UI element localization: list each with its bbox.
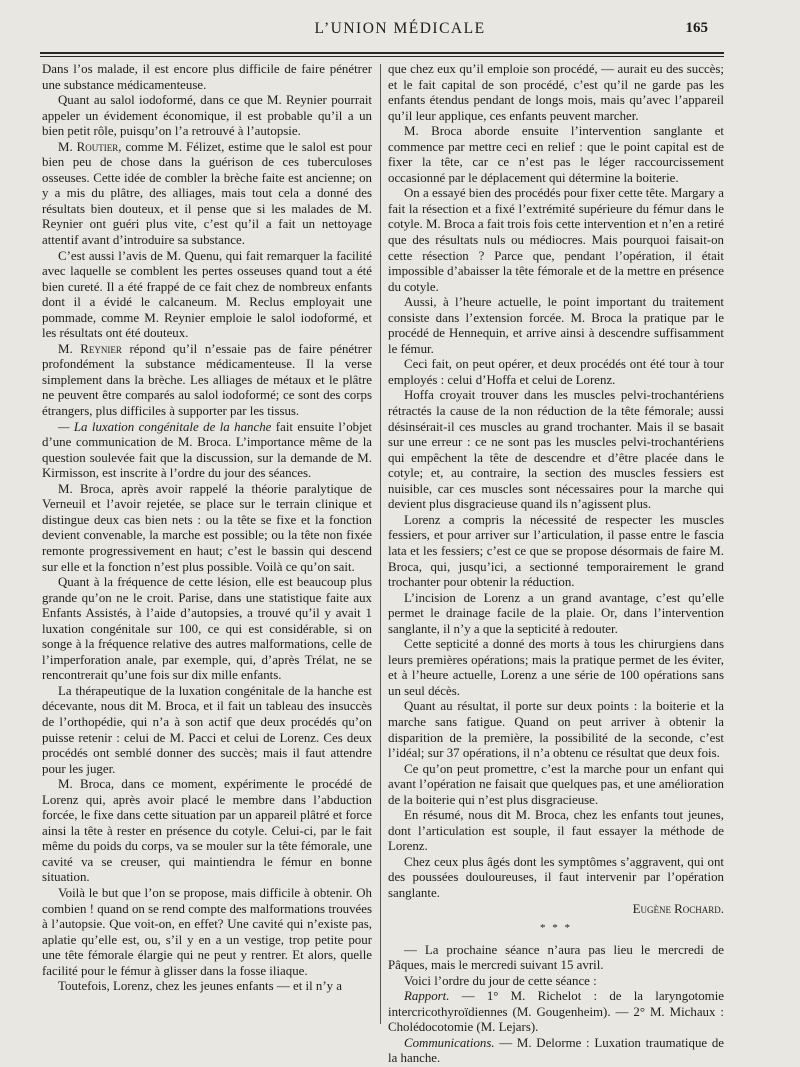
paragraph-text: fait ensuite l’objet d’une communication de M. Broca. L’importance même de la question soulevée fait que la discussion, sur la demande de M. Kirmisson, est inscrite à l’ordre du jour des séances. xyxy=(42,419,372,481)
right-column xyxy=(388,62,724,1067)
italic-heading: Rapport. xyxy=(404,989,450,1004)
paragraph-text: En résumé, nous dit M. Broca, chez les enfants tout jeunes, dont l’articulation est souple, il faut essayer la méthode de Lorenz. xyxy=(388,808,724,854)
paragraph-text: Lorenz a compris la nécessité de respecter les muscles fessiers, et pour arriver sur l’articulation, il passe entre le fascia lata et les fessiers; c’est ce que se propose désormais de faire M. Broca, qui, jusqu’ici, a sectionné temporairement le grand trochanter pour obtenir la réduction. xyxy=(388,512,724,590)
paragraph xyxy=(388,974,724,990)
paragraph xyxy=(388,808,724,855)
paragraph xyxy=(388,699,724,761)
paragraph xyxy=(388,591,724,638)
paragraph xyxy=(42,249,372,342)
paragraph xyxy=(42,482,372,575)
running-head xyxy=(0,20,800,42)
paragraph xyxy=(388,855,724,917)
paragraph xyxy=(42,575,372,684)
paragraph xyxy=(388,186,724,295)
paragraph-text: L’incision de Lorenz a un grand avantage, c’est qu’elle permet le drainage facile de la plaie. Or, dans l’intervention sanglante, il n’y a que la septicité à redouter. xyxy=(388,590,724,636)
paragraph xyxy=(42,979,372,995)
paragraph xyxy=(388,762,724,809)
paragraph-text: Aussi, à l’heure actuelle, le point important du traitement consiste dans l’extension forcée. M. Broca la pratique par le procédé de Hennequin, et arrive ainsi à descendre suffisamment le fémur. xyxy=(388,295,724,356)
paragraph xyxy=(388,513,724,591)
journal-title: L’UNION MÉDICALE xyxy=(314,20,486,37)
paragraph-text: Voici l’ordre du jour de cette séance : xyxy=(404,973,597,988)
section-stars: * * * xyxy=(540,922,572,935)
paragraph-text: Ce qu’on peut promettre, c’est la marche pour un enfant qui avant l’opération ne faisait que quelques pas, et une amélioration de la boiterie qui n’est plus disgracieuse. xyxy=(388,761,724,807)
paragraph-text: Ceci fait, on peut opérer, et deux procédés ont été tour à tour employés : celui d’Hoffa et celui de Lorenz. xyxy=(388,357,724,387)
paragraph-text: Chez ceux plus âgés dont les symptômes s’aggravent, qui ont des poussées douloureuses, il faut intervenir par l’opération sanglante. xyxy=(388,854,724,900)
paragraph xyxy=(388,295,724,357)
speaker-name: M. Reynier xyxy=(58,341,122,356)
italic-heading: Communications. xyxy=(404,1035,495,1050)
left-column xyxy=(42,62,372,995)
paragraph xyxy=(388,124,724,186)
paragraph-text: que chez eux qu’il emploie son procédé, — aurait eu des succès; et le fait capital de son procédé, c’est qu’il ne garde pas les enfants étendus pendant de longs mois, mais qu’avec l’appareil qu’il leur applique, ces enfants peuvent marcher. xyxy=(388,62,724,123)
paragraph xyxy=(42,140,372,249)
paragraph xyxy=(388,637,724,699)
paragraph-text: répond qu’il n’essaie pas de faire pénétrer profondément la substance médicamenteuse. Il la verse simplement dans la brèche. Les alliages de métaux et le plâtre ne peuvent être comparés au salol iodoformé; ce sont des corps étrangers, plus difficiles à supporter par les tissus. xyxy=(42,341,372,419)
paragraph-text: — 1° M. Richelot : de la laryngotomie intercricothyroïdiennes (M. Gougenheim). — 2° M. Michaux : Cholédocotomie (M. Lejars). xyxy=(388,989,724,1035)
paragraph xyxy=(42,684,372,777)
header-rule-thin xyxy=(40,56,724,57)
paragraph-text: La thérapeutique de la luxation congénitale de la hanche est décevante, nous dit M. Broca, et il fait un tableau des insuccès de l’orthopédie, qui n’a à son actif que deux procédés qu’on puisse retenir : celui de M. Pacci et celui de Lorenz. Ces deux procédés ont semblé donner des succès; mais il faut attendre pour les juger. xyxy=(42,683,372,776)
paragraph-text: On a essayé bien des procédés pour fixer cette tête. Margary a fait la résection et a fixé l’extrémité supérieure du fémur dans le cotyle. M. Broca a fait trois fois cette intervention et n’en a retiré que des résultats nuls ou médiocres. Mais pourquoi faisait-on cette résection ? Parce que, pendant l’opération, il était impossible d’abaisser la tête fémorale et de la mettre en présence du cotyle. xyxy=(388,186,724,294)
paragraph xyxy=(388,357,724,388)
paragraph xyxy=(388,989,724,1036)
paragraph-text: C’est aussi l’avis de M. Quenu, qui fait remarquer la facilité avec laquelle se comblent les pertes osseuses quand tout a été bien cureté. Il a été frappé de ce fait chez de nombreux enfants dont il a évidé le calcaneum. M. Reclus employait une pommade, comme M. Reynier emploie le salol iodoformé, et les résultats ont été douteux. xyxy=(42,248,372,341)
paragraph-text: Quant au résultat, il porte sur deux points : la boiterie et la marche sans fatigue. Quand on peut arriver à obtenir la disparition de la première, la possibilité de la seconde, c’est l’idéal; sur 37 opérations, il n’a obtenu ce résultat que deux fois. xyxy=(388,699,724,761)
paragraph xyxy=(388,388,724,512)
paragraph-text: Toutefois, Lorenz, chez les jeunes enfants — et il n’y a xyxy=(58,979,343,994)
paragraph-text: M. Broca, après avoir rappelé la théorie paralytique de Verneuil et l’avoir rejetée, se place sur le terrain clinique et distingue deux cas bien nets : ou la tête se fixe et la fonction devient convenable, la marche est possible; ou la tête non fixée remonte progressivement en haut; c’est le bassin qui descend sur elle et la fonction n’est plus possible. Voilà ce qu’on sait. xyxy=(42,481,372,574)
header-rule xyxy=(40,52,724,54)
paragraph-text: M. Broca, dans ce moment, expérimente le procédé de Lorenz qui, après avoir placé le membre dans l’abduction forcée, le fixe dans cette situation par un appareil plâtré et force ainsi la tête à rester en présence du cotyle. Celui-ci, par le fait même du poids du corps, va se mouler sur la tête fémorale, une cavité va se creuser, qui maintiendra le fémur en bonne situation. xyxy=(42,777,372,885)
italic-heading: — La luxation congénitale de la hanche xyxy=(58,419,272,434)
column-separator xyxy=(380,64,381,1024)
paragraph-text: Cette septicité a donné des morts à tous les chirurgiens dans leurs premières opérations; mais la pratique permet de les éviter, et à l’heure actuelle, Lorenz a une série de 100 opérations sans un seul décès. xyxy=(388,637,724,698)
page-number: 165 xyxy=(685,20,708,36)
paragraph xyxy=(388,1036,724,1067)
paragraph xyxy=(42,420,372,482)
paragraph-text: M. Broca aborde ensuite l’intervention sanglante et commence par mettre ceci en relief : que le point capital est de fixer la tête, car ce n’est pas le léger raccourcissement occasionné par le déplacement qui détermine la boiterie. xyxy=(388,124,724,185)
paragraph-text: comme M. Félizet, estime que le salol est pour bien peu de chose dans la guérison de ces tuberculoses osseuses. Cette idée de combler la brèche faite est ancienne; on y a mis du plâtre, des alliages, mais tout cela a donné des résultats bien douteux, et il pense que si les malades de M. Reynier ont guéri plus vite, c’est qu’il a fait un nettoyage attentif avant d’introduire sa substance. xyxy=(42,139,372,248)
paragraph-text: Voilà le but que l’on se propose, mais difficile à obtenir. Oh combien ! quand on se rend compte des malformations trouvées à l’autopsie. Que voit-on, en effet? Une cavité qui n’existe pas, aplatie qu’elle est, ou, s’il y en a un vestige, trop petite pour une tête fémorale élargie qui ne peut y rentrer. Et alors, quelle facilité pour le fémur à glisser dans la fosse iliaque. xyxy=(42,885,372,978)
paragraph-text: — M. Delorme : Luxation traumatique de la hanche. xyxy=(388,1035,724,1066)
paragraph-text: Dans l’os malade, il est encore plus difficile de faire pénétrer une substance médicamenteuse. xyxy=(42,62,372,92)
paragraph xyxy=(388,943,724,974)
paragraph xyxy=(42,62,372,93)
paragraph-text: — La prochaine séance n’aura pas lieu le mercredi de Pâques, mais le mercredi suivant 15 avril. xyxy=(388,942,724,973)
paragraph xyxy=(42,886,372,979)
paragraph-text: Quant à la fréquence de cette lésion, elle est beaucoup plus grande qu’on ne le croit. Parise, dans une statistique faite aux Enfants Assistés, à l’aide d’autopsies, a trouvé qu’il y avait 1 luxation congénitale sur 100, ce qui est considérable, si on songe à la fréquence relative des autres malformations, celle de l’imperforation anale, par exemple, qui, d’après Trélat, ne se rencontrerait qu’une fois sur dix mille enfants. xyxy=(42,575,372,683)
paragraph xyxy=(388,62,724,124)
paragraph xyxy=(42,342,372,420)
speaker-name: M. Routier, xyxy=(58,139,122,154)
paragraph-text: Quant au salol iodoformé, dans ce que M. Reynier pourrait appeler un évidement économique, il est probable qu’il a un bien petit rôle, puisqu’on l’a retrouvé à l’autopsie. xyxy=(42,93,372,139)
author-signature: Eugène Rochard. xyxy=(632,901,724,916)
paragraph xyxy=(42,93,372,140)
paragraph-text: Hoffa croyait trouver dans les muscles pelvi-trochantériens rétractés la cause de la non réduction de la tête fémorale; aussi désinsérait-il ces muscles au grand trochanter. Mais il se basait sur une erreur : ce ne sont pas les muscles pelvi-trochantériens qui empêchent la tête de descendre et d’être placée dans le cotyle; et, au contraire, la section des muscles fessiers est nuisible, car ces muscles sont nécessaires pour la marche qui devient plus disgracieuse quand ils n’agissent plus. xyxy=(388,388,724,512)
paragraph xyxy=(42,777,372,886)
